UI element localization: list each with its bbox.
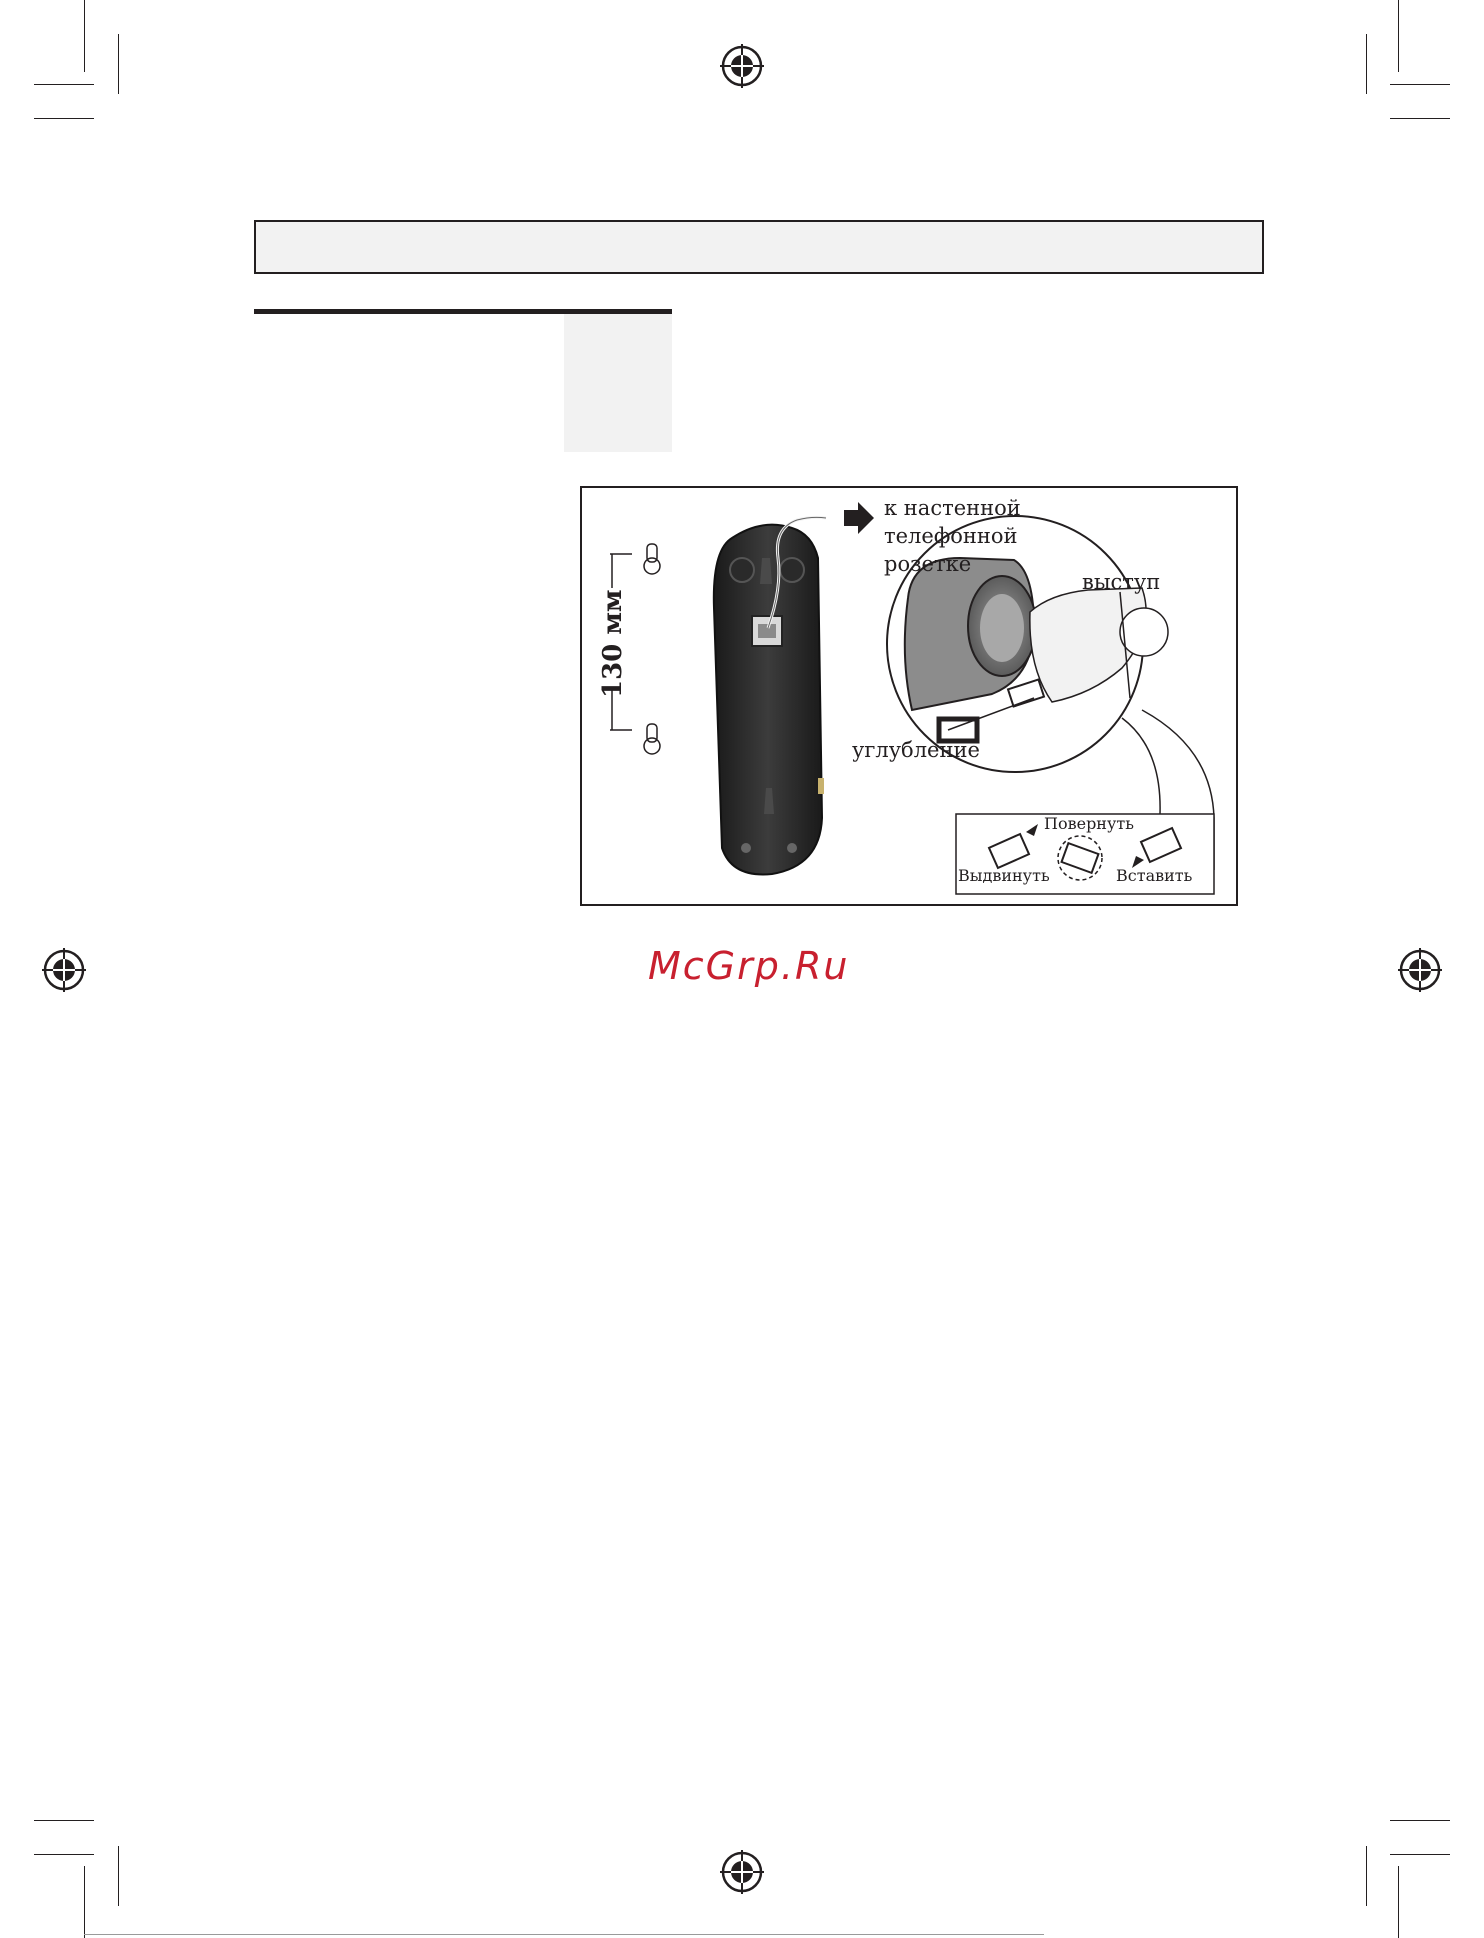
- label-wall-socket-3: розетке: [884, 552, 972, 576]
- crop-mark: [1398, 0, 1399, 72]
- hole-spacing-label: 130 мм: [598, 589, 628, 698]
- arrow-right-icon: [844, 502, 874, 534]
- mounting-hole-top-icon: [644, 544, 660, 574]
- registration-mark-icon: [720, 44, 764, 88]
- label-recess: углубление: [852, 738, 980, 762]
- crop-mark: [84, 1866, 85, 1938]
- crop-mark: [34, 84, 94, 85]
- crop-mark: [34, 1820, 94, 1821]
- phone-back-photo: [714, 517, 826, 874]
- crop-mark: [1390, 1820, 1450, 1821]
- watermark: McGrp.Ru: [648, 944, 850, 988]
- wall-mount-figure: [580, 486, 1238, 906]
- crop-mark: [1390, 118, 1450, 119]
- label-wall-socket-2: телефонной: [884, 524, 1018, 548]
- bottom-trim-line: [84, 1934, 1044, 1935]
- crop-mark: [118, 34, 119, 94]
- label-rotate: Повернуть: [1044, 814, 1134, 833]
- label-wall-socket-1: к настенной: [884, 496, 1021, 520]
- crop-mark: [1390, 1854, 1450, 1855]
- label-insert: Вставить: [1116, 866, 1193, 885]
- crop-mark: [1398, 1866, 1399, 1938]
- section-tab: [564, 314, 672, 452]
- crop-mark: [1366, 34, 1367, 94]
- registration-mark-icon: [720, 1850, 764, 1894]
- crop-mark: [34, 118, 94, 119]
- mounting-hole-bottom-icon: [644, 724, 660, 754]
- crop-mark: [1366, 1846, 1367, 1906]
- crop-mark: [84, 0, 85, 72]
- label-pull-out: Выдвинуть: [958, 866, 1050, 885]
- label-protrusion: выступ: [1082, 570, 1161, 594]
- registration-mark-icon: [1398, 948, 1442, 992]
- page-header-box: [254, 220, 1264, 274]
- crop-mark: [34, 1854, 94, 1855]
- callout-line: [1122, 718, 1160, 814]
- hole-spacing-label-wrap: [598, 589, 632, 808]
- crop-mark: [118, 1846, 119, 1906]
- crop-mark: [1390, 84, 1450, 85]
- registration-mark-icon: [42, 948, 86, 992]
